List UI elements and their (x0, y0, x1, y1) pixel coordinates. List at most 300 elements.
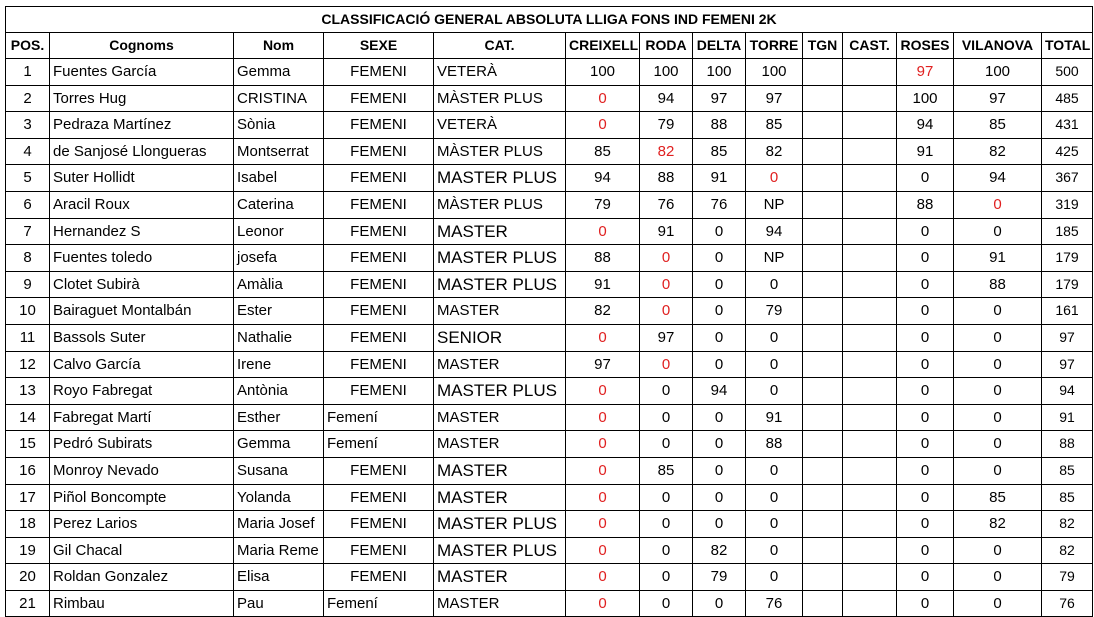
cell-roda[interactable]: 88 (640, 165, 693, 192)
cell-pos[interactable]: 19 (6, 537, 50, 564)
cell-torre[interactable]: 0 (746, 324, 803, 351)
cell-roda[interactable]: 0 (640, 351, 693, 378)
cell-nom[interactable]: Antònia (234, 378, 324, 405)
cell-cat[interactable]: MASTER (434, 218, 566, 245)
cell-roda[interactable]: 0 (640, 404, 693, 431)
cell-pos[interactable]: 4 (6, 138, 50, 165)
cell-roses[interactable]: 0 (897, 590, 954, 617)
cell-vilanova[interactable]: 0 (954, 324, 1042, 351)
cell-total[interactable]: 85 (1042, 457, 1093, 484)
cell-tgn[interactable] (803, 85, 843, 112)
cell-cognoms[interactable]: Monroy Nevado (50, 457, 234, 484)
cell-vilanova[interactable]: 88 (954, 271, 1042, 298)
cell-sexe[interactable]: FEMENI (324, 351, 434, 378)
cell-nom[interactable]: josefa (234, 245, 324, 272)
cell-roses[interactable]: 0 (897, 431, 954, 458)
col-header-roses[interactable]: ROSES (897, 33, 954, 59)
cell-cat[interactable]: MASTER PLUS (434, 378, 566, 405)
cell-cat[interactable]: MASTER (434, 484, 566, 511)
cell-cognoms[interactable]: Fuentes García (50, 59, 234, 86)
cell-delta[interactable]: 100 (693, 59, 746, 86)
cell-cognoms[interactable]: Pedró Subirats (50, 431, 234, 458)
cell-pos[interactable]: 12 (6, 351, 50, 378)
cell-pos[interactable]: 20 (6, 564, 50, 591)
cell-roda[interactable]: 97 (640, 324, 693, 351)
cell-nom[interactable]: Gemma (234, 59, 324, 86)
cell-vilanova[interactable]: 0 (954, 378, 1042, 405)
cell-cast[interactable] (843, 431, 897, 458)
col-header-roda[interactable]: RODA (640, 33, 693, 59)
cell-pos[interactable]: 3 (6, 112, 50, 139)
cell-sexe[interactable]: FEMENI (324, 484, 434, 511)
col-header-cat[interactable]: CAT. (434, 33, 566, 59)
cell-roses[interactable]: 0 (897, 218, 954, 245)
cell-total[interactable]: 179 (1042, 245, 1093, 272)
cell-cognoms[interactable]: Torres Hug (50, 85, 234, 112)
cell-sexe[interactable]: FEMENI (324, 271, 434, 298)
cell-creixell[interactable]: 0 (566, 85, 640, 112)
cell-cognoms[interactable]: Suter Hollidt (50, 165, 234, 192)
cell-cast[interactable] (843, 245, 897, 272)
cell-roses[interactable]: 100 (897, 85, 954, 112)
cell-sexe[interactable]: FEMENI (324, 165, 434, 192)
cell-total[interactable]: 425 (1042, 138, 1093, 165)
cell-cast[interactable] (843, 590, 897, 617)
cell-tgn[interactable] (803, 271, 843, 298)
cell-cat[interactable]: VETERÀ (434, 112, 566, 139)
cell-roda[interactable]: 76 (640, 191, 693, 218)
cell-pos[interactable]: 17 (6, 484, 50, 511)
cell-roda[interactable]: 79 (640, 112, 693, 139)
cell-roda[interactable]: 0 (640, 537, 693, 564)
cell-cast[interactable] (843, 112, 897, 139)
cell-tgn[interactable] (803, 404, 843, 431)
cell-creixell[interactable]: 88 (566, 245, 640, 272)
cell-sexe[interactable]: FEMENI (324, 298, 434, 325)
cell-roda[interactable]: 0 (640, 298, 693, 325)
cell-creixell[interactable]: 0 (566, 378, 640, 405)
cell-cat[interactable]: MASTER PLUS (434, 537, 566, 564)
cell-creixell[interactable]: 0 (566, 112, 640, 139)
cell-sexe[interactable]: FEMENI (324, 564, 434, 591)
cell-pos[interactable]: 6 (6, 191, 50, 218)
cell-roses[interactable]: 94 (897, 112, 954, 139)
cell-pos[interactable]: 16 (6, 457, 50, 484)
cell-delta[interactable]: 88 (693, 112, 746, 139)
cell-total[interactable]: 500 (1042, 59, 1093, 86)
cell-torre[interactable]: 82 (746, 138, 803, 165)
cell-cast[interactable] (843, 457, 897, 484)
cell-torre[interactable]: 97 (746, 85, 803, 112)
cell-torre[interactable]: 0 (746, 378, 803, 405)
cell-total[interactable]: 431 (1042, 112, 1093, 139)
cell-roda[interactable]: 0 (640, 378, 693, 405)
cell-vilanova[interactable]: 0 (954, 431, 1042, 458)
cell-torre[interactable]: 0 (746, 271, 803, 298)
cell-cast[interactable] (843, 484, 897, 511)
cell-cast[interactable] (843, 191, 897, 218)
cell-tgn[interactable] (803, 245, 843, 272)
cell-cognoms[interactable]: Royo Fabregat (50, 378, 234, 405)
cell-roda[interactable]: 82 (640, 138, 693, 165)
cell-torre[interactable]: 100 (746, 59, 803, 86)
cell-delta[interactable]: 0 (693, 511, 746, 538)
cell-cast[interactable] (843, 218, 897, 245)
cell-torre[interactable]: 0 (746, 511, 803, 538)
cell-nom[interactable]: Isabel (234, 165, 324, 192)
col-header-torre[interactable]: TORRE (746, 33, 803, 59)
cell-delta[interactable]: 97 (693, 85, 746, 112)
cell-torre[interactable]: 76 (746, 590, 803, 617)
cell-vilanova[interactable]: 97 (954, 85, 1042, 112)
cell-tgn[interactable] (803, 59, 843, 86)
cell-total[interactable]: 82 (1042, 537, 1093, 564)
cell-nom[interactable]: Esther (234, 404, 324, 431)
cell-roda[interactable]: 85 (640, 457, 693, 484)
cell-cast[interactable] (843, 59, 897, 86)
cell-delta[interactable]: 0 (693, 457, 746, 484)
cell-pos[interactable]: 13 (6, 378, 50, 405)
cell-cognoms[interactable]: Clotet Subirà (50, 271, 234, 298)
cell-delta[interactable]: 0 (693, 484, 746, 511)
cell-nom[interactable]: Sònia (234, 112, 324, 139)
cell-vilanova[interactable]: 85 (954, 112, 1042, 139)
cell-cognoms[interactable]: de Sanjosé Llongueras (50, 138, 234, 165)
cell-torre[interactable]: 85 (746, 112, 803, 139)
cell-cast[interactable] (843, 404, 897, 431)
cell-nom[interactable]: Nathalie (234, 324, 324, 351)
cell-nom[interactable]: Maria Josef (234, 511, 324, 538)
cell-sexe[interactable]: FEMENI (324, 218, 434, 245)
cell-cognoms[interactable]: Aracil Roux (50, 191, 234, 218)
cell-tgn[interactable] (803, 457, 843, 484)
cell-total[interactable]: 79 (1042, 564, 1093, 591)
cell-roses[interactable]: 0 (897, 484, 954, 511)
cell-cognoms[interactable]: Pedraza Martínez (50, 112, 234, 139)
cell-total[interactable]: 88 (1042, 431, 1093, 458)
cell-sexe[interactable]: FEMENI (324, 245, 434, 272)
cell-pos[interactable]: 14 (6, 404, 50, 431)
cell-nom[interactable]: Maria Reme (234, 537, 324, 564)
cell-nom[interactable]: Gemma (234, 431, 324, 458)
cell-cat[interactable]: MASTER (434, 564, 566, 591)
cell-sexe[interactable]: FEMENI (324, 537, 434, 564)
cell-creixell[interactable]: 91 (566, 271, 640, 298)
cell-sexe[interactable]: Femení (324, 404, 434, 431)
cell-cast[interactable] (843, 298, 897, 325)
cell-tgn[interactable] (803, 378, 843, 405)
cell-cognoms[interactable]: Roldan Gonzalez (50, 564, 234, 591)
cell-creixell[interactable]: 0 (566, 431, 640, 458)
cell-tgn[interactable] (803, 165, 843, 192)
cell-cat[interactable]: MASTER PLUS (434, 245, 566, 272)
cell-delta[interactable]: 91 (693, 165, 746, 192)
cell-roses[interactable]: 0 (897, 245, 954, 272)
cell-roses[interactable]: 91 (897, 138, 954, 165)
cell-delta[interactable]: 0 (693, 351, 746, 378)
cell-total[interactable]: 319 (1042, 191, 1093, 218)
cell-cognoms[interactable]: Bassols Suter (50, 324, 234, 351)
cell-cast[interactable] (843, 564, 897, 591)
col-header-creixell[interactable]: CREIXELL (566, 33, 640, 59)
cell-pos[interactable]: 11 (6, 324, 50, 351)
col-header-nom[interactable]: Nom (234, 33, 324, 59)
cell-delta[interactable]: 0 (693, 590, 746, 617)
cell-vilanova[interactable]: 0 (954, 191, 1042, 218)
cell-roses[interactable]: 88 (897, 191, 954, 218)
col-header-cognoms[interactable]: Cognoms (50, 33, 234, 59)
cell-roda[interactable]: 0 (640, 564, 693, 591)
cell-cognoms[interactable]: Fabregat Martí (50, 404, 234, 431)
cell-roses[interactable]: 0 (897, 511, 954, 538)
cell-nom[interactable]: Pau (234, 590, 324, 617)
cell-vilanova[interactable]: 85 (954, 484, 1042, 511)
cell-creixell[interactable]: 85 (566, 138, 640, 165)
cell-sexe[interactable]: FEMENI (324, 191, 434, 218)
col-header-sexe[interactable]: SEXE (324, 33, 434, 59)
cell-tgn[interactable] (803, 537, 843, 564)
cell-torre[interactable]: 0 (746, 564, 803, 591)
cell-roda[interactable]: 0 (640, 511, 693, 538)
cell-vilanova[interactable]: 82 (954, 511, 1042, 538)
cell-tgn[interactable] (803, 431, 843, 458)
cell-sexe[interactable]: FEMENI (324, 138, 434, 165)
cell-vilanova[interactable]: 0 (954, 404, 1042, 431)
cell-roda[interactable]: 100 (640, 59, 693, 86)
cell-torre[interactable]: 0 (746, 165, 803, 192)
cell-sexe[interactable]: FEMENI (324, 59, 434, 86)
cell-pos[interactable]: 21 (6, 590, 50, 617)
cell-delta[interactable]: 0 (693, 218, 746, 245)
cell-cast[interactable] (843, 511, 897, 538)
cell-nom[interactable]: CRISTINA (234, 85, 324, 112)
cell-cat[interactable]: MÀSTER PLUS (434, 191, 566, 218)
cell-nom[interactable]: Caterina (234, 191, 324, 218)
cell-torre[interactable]: 79 (746, 298, 803, 325)
cell-cast[interactable] (843, 324, 897, 351)
cell-torre[interactable]: 88 (746, 431, 803, 458)
cell-total[interactable]: 94 (1042, 378, 1093, 405)
cell-nom[interactable]: Ester (234, 298, 324, 325)
cell-vilanova[interactable]: 91 (954, 245, 1042, 272)
cell-cognoms[interactable]: Fuentes toledo (50, 245, 234, 272)
cell-nom[interactable]: Amàlia (234, 271, 324, 298)
cell-sexe[interactable]: FEMENI (324, 112, 434, 139)
cell-delta[interactable]: 0 (693, 404, 746, 431)
cell-roses[interactable]: 0 (897, 165, 954, 192)
cell-torre[interactable]: 0 (746, 351, 803, 378)
cell-tgn[interactable] (803, 351, 843, 378)
cell-roda[interactable]: 0 (640, 245, 693, 272)
cell-total[interactable]: 97 (1042, 351, 1093, 378)
cell-creixell[interactable]: 97 (566, 351, 640, 378)
col-header-total[interactable]: TOTAL (1042, 33, 1093, 59)
cell-nom[interactable]: Montserrat (234, 138, 324, 165)
cell-creixell[interactable]: 0 (566, 404, 640, 431)
cell-creixell[interactable]: 82 (566, 298, 640, 325)
cell-delta[interactable]: 79 (693, 564, 746, 591)
cell-delta[interactable]: 82 (693, 537, 746, 564)
cell-pos[interactable]: 7 (6, 218, 50, 245)
cell-cognoms[interactable]: Gil Chacal (50, 537, 234, 564)
cell-torre[interactable]: 0 (746, 537, 803, 564)
cell-vilanova[interactable]: 0 (954, 351, 1042, 378)
cell-cat[interactable]: MÀSTER PLUS (434, 138, 566, 165)
cell-total[interactable]: 76 (1042, 590, 1093, 617)
cell-total[interactable]: 367 (1042, 165, 1093, 192)
cell-cat[interactable]: VETERÀ (434, 59, 566, 86)
cell-tgn[interactable] (803, 564, 843, 591)
cell-roda[interactable]: 0 (640, 484, 693, 511)
cell-cat[interactable]: MASTER (434, 590, 566, 617)
cell-nom[interactable]: Elisa (234, 564, 324, 591)
cell-delta[interactable]: 85 (693, 138, 746, 165)
cell-cast[interactable] (843, 271, 897, 298)
cell-roses[interactable]: 0 (897, 378, 954, 405)
cell-tgn[interactable] (803, 218, 843, 245)
cell-roses[interactable]: 0 (897, 324, 954, 351)
cell-vilanova[interactable]: 94 (954, 165, 1042, 192)
cell-pos[interactable]: 18 (6, 511, 50, 538)
cell-vilanova[interactable]: 0 (954, 218, 1042, 245)
cell-tgn[interactable] (803, 511, 843, 538)
cell-cat[interactable]: MÀSTER PLUS (434, 85, 566, 112)
cell-vilanova[interactable]: 82 (954, 138, 1042, 165)
cell-roda[interactable]: 94 (640, 85, 693, 112)
cell-torre[interactable]: NP (746, 245, 803, 272)
cell-creixell[interactable]: 0 (566, 537, 640, 564)
cell-pos[interactable]: 9 (6, 271, 50, 298)
cell-tgn[interactable] (803, 590, 843, 617)
cell-vilanova[interactable]: 0 (954, 298, 1042, 325)
cell-cast[interactable] (843, 537, 897, 564)
cell-creixell[interactable]: 0 (566, 457, 640, 484)
cell-pos[interactable]: 1 (6, 59, 50, 86)
cell-cognoms[interactable]: Calvo García (50, 351, 234, 378)
cell-roses[interactable]: 0 (897, 457, 954, 484)
cell-cast[interactable] (843, 138, 897, 165)
cell-creixell[interactable]: 0 (566, 564, 640, 591)
cell-pos[interactable]: 8 (6, 245, 50, 272)
cell-torre[interactable]: NP (746, 191, 803, 218)
cell-tgn[interactable] (803, 484, 843, 511)
cell-vilanova[interactable]: 0 (954, 537, 1042, 564)
cell-cognoms[interactable]: Piñol Boncompte (50, 484, 234, 511)
cell-vilanova[interactable]: 100 (954, 59, 1042, 86)
cell-cognoms[interactable]: Rimbau (50, 590, 234, 617)
cell-total[interactable]: 485 (1042, 85, 1093, 112)
cell-nom[interactable]: Leonor (234, 218, 324, 245)
cell-cat[interactable]: MASTER PLUS (434, 271, 566, 298)
cell-cat[interactable]: SENIOR (434, 324, 566, 351)
cell-cat[interactable]: MASTER (434, 298, 566, 325)
cell-cognoms[interactable]: Bairaguet Montalbán (50, 298, 234, 325)
cell-vilanova[interactable]: 0 (954, 564, 1042, 591)
cell-tgn[interactable] (803, 191, 843, 218)
col-header-vilanova[interactable]: VILANOVA (954, 33, 1042, 59)
cell-total[interactable]: 97 (1042, 324, 1093, 351)
cell-cognoms[interactable]: Perez Larios (50, 511, 234, 538)
cell-sexe[interactable]: FEMENI (324, 378, 434, 405)
cell-total[interactable]: 161 (1042, 298, 1093, 325)
cell-torre[interactable]: 91 (746, 404, 803, 431)
cell-torre[interactable]: 0 (746, 457, 803, 484)
cell-tgn[interactable] (803, 324, 843, 351)
cell-roses[interactable]: 97 (897, 59, 954, 86)
cell-roda[interactable]: 0 (640, 271, 693, 298)
cell-delta[interactable]: 94 (693, 378, 746, 405)
col-header-pos[interactable]: POS. (6, 33, 50, 59)
cell-torre[interactable]: 0 (746, 484, 803, 511)
cell-total[interactable]: 179 (1042, 271, 1093, 298)
cell-roda[interactable]: 0 (640, 590, 693, 617)
cell-roses[interactable]: 0 (897, 404, 954, 431)
cell-creixell[interactable]: 0 (566, 511, 640, 538)
col-header-delta[interactable]: DELTA (693, 33, 746, 59)
cell-delta[interactable]: 0 (693, 245, 746, 272)
col-header-cast[interactable]: CAST. (843, 33, 897, 59)
cell-sexe[interactable]: Femení (324, 590, 434, 617)
cell-sexe[interactable]: FEMENI (324, 324, 434, 351)
cell-nom[interactable]: Susana (234, 457, 324, 484)
cell-pos[interactable]: 10 (6, 298, 50, 325)
cell-cat[interactable]: MASTER PLUS (434, 165, 566, 192)
cell-delta[interactable]: 76 (693, 191, 746, 218)
cell-roses[interactable]: 0 (897, 351, 954, 378)
cell-sexe[interactable]: FEMENI (324, 457, 434, 484)
cell-nom[interactable]: Irene (234, 351, 324, 378)
cell-tgn[interactable] (803, 112, 843, 139)
cell-creixell[interactable]: 79 (566, 191, 640, 218)
cell-total[interactable]: 85 (1042, 484, 1093, 511)
cell-torre[interactable]: 94 (746, 218, 803, 245)
cell-vilanova[interactable]: 0 (954, 590, 1042, 617)
cell-roda[interactable]: 0 (640, 431, 693, 458)
cell-roses[interactable]: 0 (897, 271, 954, 298)
cell-total[interactable]: 185 (1042, 218, 1093, 245)
cell-delta[interactable]: 0 (693, 298, 746, 325)
cell-creixell[interactable]: 94 (566, 165, 640, 192)
cell-nom[interactable]: Yolanda (234, 484, 324, 511)
cell-cast[interactable] (843, 165, 897, 192)
cell-pos[interactable]: 2 (6, 85, 50, 112)
cell-delta[interactable]: 0 (693, 271, 746, 298)
cell-cast[interactable] (843, 85, 897, 112)
col-header-tgn[interactable]: TGN (803, 33, 843, 59)
cell-roda[interactable]: 91 (640, 218, 693, 245)
cell-delta[interactable]: 0 (693, 431, 746, 458)
cell-cat[interactable]: MASTER (434, 457, 566, 484)
cell-creixell[interactable]: 0 (566, 324, 640, 351)
cell-total[interactable]: 82 (1042, 511, 1093, 538)
cell-roses[interactable]: 0 (897, 537, 954, 564)
cell-tgn[interactable] (803, 298, 843, 325)
cell-creixell[interactable]: 100 (566, 59, 640, 86)
cell-creixell[interactable]: 0 (566, 484, 640, 511)
cell-roses[interactable]: 0 (897, 564, 954, 591)
cell-cast[interactable] (843, 378, 897, 405)
cell-cat[interactable]: MASTER PLUS (434, 511, 566, 538)
cell-creixell[interactable]: 0 (566, 218, 640, 245)
cell-cat[interactable]: MASTER (434, 351, 566, 378)
cell-sexe[interactable]: FEMENI (324, 85, 434, 112)
cell-roses[interactable]: 0 (897, 298, 954, 325)
cell-sexe[interactable]: FEMENI (324, 511, 434, 538)
cell-cat[interactable]: MASTER (434, 431, 566, 458)
cell-pos[interactable]: 15 (6, 431, 50, 458)
cell-delta[interactable]: 0 (693, 324, 746, 351)
cell-tgn[interactable] (803, 138, 843, 165)
